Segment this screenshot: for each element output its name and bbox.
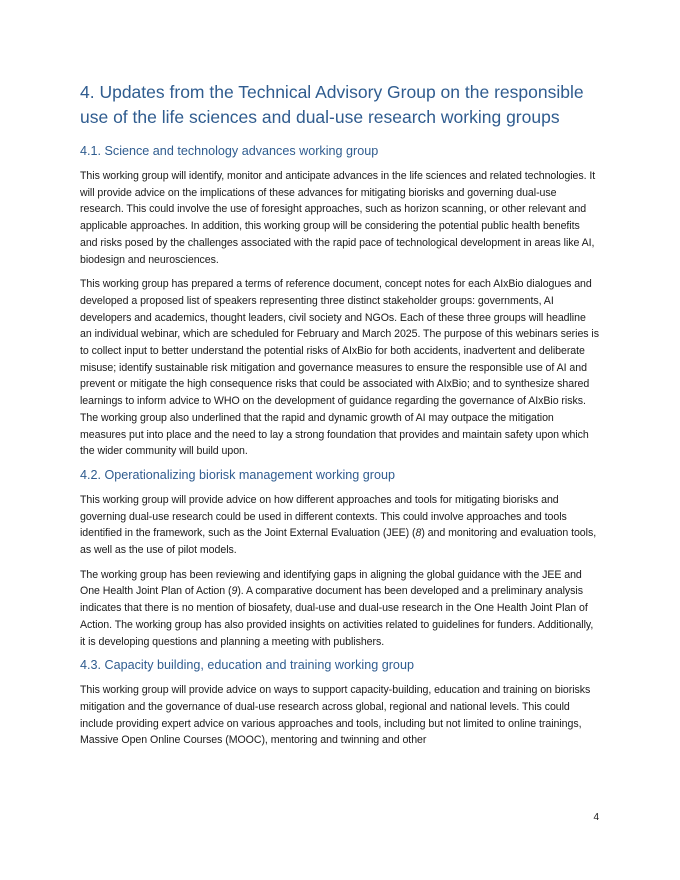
paragraph-4-3-a: This working group will provide advice on ways to support capacity-building, education and training on biorisks mitigation and the governance of dual-use research across global, regional and national levels. This could include providing expert advice on various approaches and tools, including but not limited to online trainings, Massive Open Online Courses (MOOC), mentoring and twinning and other bbox=[80, 684, 591, 747]
paragraph-4-2-b bbox=[80, 567, 600, 651]
paragraph-4-2-b-text-start: The working group has been reviewing and identifying gaps in aligning the global guidance with the JEE and One Health Joint Plan of Action ( bbox=[80, 568, 582, 598]
paragraph-4-1-a: This working group will identify, monitor and anticipate advances in the life sciences and related technologies. It will provide advice on the implications of these advances for mitigating biorisks and governing dual-use research. This could involve the use of foresight approaches, such as horizon scanning, or other relevant and applicable approaches. In addition, this working group will be considering the potential public health benefits and risks posed by the challenges associated with the rapid pace of technological development in areas like AI, biodesign and neurosciences. bbox=[80, 170, 596, 266]
paragraph-4-2-b-text-end: ). A comparative document has been developed and a preliminary analysis indicates that there is no mention of biosafety, dual-use and dual-use research in the One Health Joint Plan of Action. The working group has also provided insights on activities related to guidelines for funders. Additionally, it is developing questions and planning a meeting with publishers. bbox=[80, 585, 594, 648]
section-title: 4. Updates from the Technical Advisory Group on the responsible use of the life sciences and dual-use research working groups bbox=[80, 82, 584, 127]
document-page bbox=[80, 80, 600, 757]
reference-8: 8 bbox=[415, 527, 422, 540]
paragraph-4-2-a-text-start: This working group will provide advice on how different approaches and tools for mitigating biorisks and governing dual-use research could be used in different contexts. This could involve approaches and tools identified in the framework, such as the Joint External Evaluation (JEE) ( bbox=[80, 493, 567, 540]
subsection-heading-4-3: 4.3. Capacity building, education and training working group bbox=[80, 658, 414, 673]
paragraph-4-1-b: This working group has prepared a terms of reference document, concept notes for each AIxBio dialogues and developed a proposed list of speakers representing three distinct stakeholder groups: governments, AI developers and academics, thought leaders, civil society and NGOs. Each of these three groups will headline an individual webinar, which are scheduled for February and March 2025. The purpose of this webinars series is to collect input to better understand the potential risks of AIxBio for both accidents, inadvertent and deliberate misuse; identify sustainable risk mitigation and governance measures to ensure the responsible use of AI and prevent or mitigate the high consequence risks that could be associated with AIxBio; and to synthesize shared learnings to inform advice to WHO on the development of guidance regarding the governance of AIxBio risks. The working group also underlined that the rapid and dynamic growth of AI may outpace the mitigation measures put into place and the need to lay a strong foundation that provides and maintain safety upon which the wider community will build upon. bbox=[80, 278, 599, 458]
paragraph-4-2-a-text-end: ) and monitoring and evaluation tools, as well as the use of pilot models. bbox=[80, 527, 597, 557]
paragraph-4-2-a bbox=[80, 492, 600, 559]
subsection-heading-4-1: 4.1. Science and technology advances working group bbox=[80, 144, 379, 158]
page-number: 4 bbox=[593, 812, 599, 823]
reference-9: 9 bbox=[231, 585, 238, 598]
subsection-heading-4-2: 4.2. Operationalizing biorisk management working group bbox=[80, 467, 396, 482]
